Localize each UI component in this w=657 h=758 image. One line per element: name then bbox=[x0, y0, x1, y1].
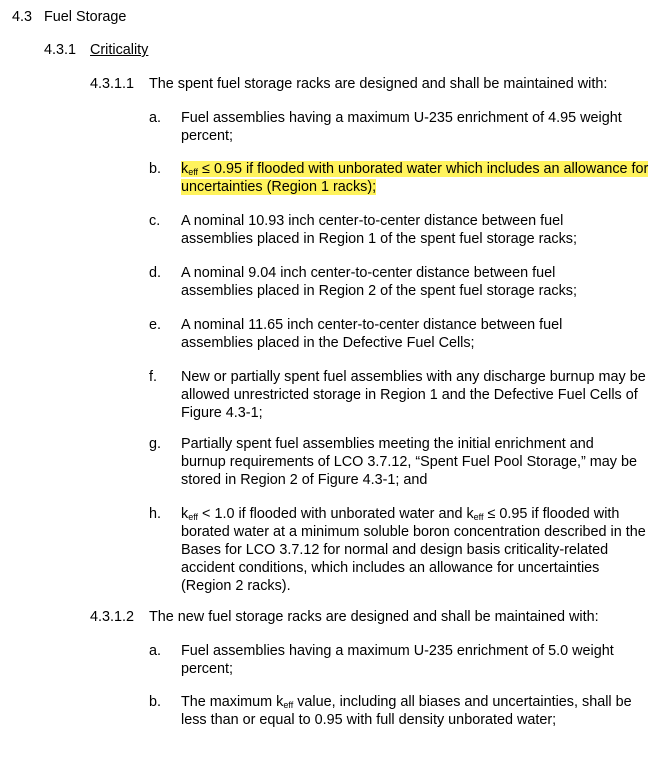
spent-item-b-body: ≤ 0.95 if flooded with unborated water which includes an allowance for uncertainties (Region 1 racks); bbox=[181, 161, 649, 195]
spent-item-d-letter: d. bbox=[149, 265, 162, 281]
section-number: 4.3 bbox=[12, 9, 33, 25]
spent-item-d-text: A nominal 9.04 inch center-to-center distance between fuel assemblies placed in Region 2 of the spent fuel storage racks; bbox=[181, 265, 577, 299]
new-item-b-pre: The maximum bbox=[181, 694, 277, 710]
new-item-b-body: value, including all biases and uncertainties, shall be less than or equal to 0.95 with full density unborated water; bbox=[181, 694, 632, 728]
eff-subscript: eff bbox=[188, 512, 199, 522]
k-symbol: k bbox=[181, 161, 189, 177]
new-item-b-text bbox=[181, 693, 647, 729]
spent-item-c-letter: c. bbox=[149, 213, 161, 229]
spent-item-c-text: A nominal 10.93 inch center-to-center distance between fuel assemblies placed in Region 1 of the spent fuel storage racks; bbox=[181, 213, 577, 247]
spent-racks-number: 4.3.1.1 bbox=[90, 76, 135, 92]
spent-item-a-text: Fuel assemblies having a maximum U-235 enrichment of 4.95 weight percent; bbox=[181, 110, 622, 144]
highlight-mark bbox=[181, 161, 648, 195]
eff-subscript: eff bbox=[283, 700, 294, 710]
new-item-a-text: Fuel assemblies having a maximum U-235 enrichment of 5.0 weight percent; bbox=[181, 643, 614, 677]
spent-item-f-text: New or partially spent fuel assemblies with any discharge burnup may be allowed unrestricted storage in Region 1 and the Defective Fuel Cells of Figure 4.3-1; bbox=[181, 369, 646, 421]
eff-subscript: eff bbox=[188, 167, 199, 177]
spent-item-h-mid: < 1.0 if flooded with unborated water and bbox=[198, 506, 467, 522]
spent-item-e-text: A nominal 11.65 inch center-to-center distance between fuel assemblies placed in the Defective Fuel Cells; bbox=[181, 317, 563, 351]
eff-subscript: eff bbox=[473, 512, 484, 522]
spent-item-h-text bbox=[181, 505, 647, 595]
k-symbol: k bbox=[466, 506, 474, 522]
section-title: Fuel Storage bbox=[44, 9, 127, 25]
new-item-a-letter: a. bbox=[149, 643, 162, 659]
spent-item-g-letter: g. bbox=[149, 436, 162, 452]
spent-item-h-letter: h. bbox=[149, 506, 162, 522]
spent-item-e-letter: e. bbox=[149, 317, 162, 333]
spent-item-f-letter: f. bbox=[149, 369, 157, 385]
subsection-number: 4.3.1 bbox=[44, 42, 77, 58]
spent-racks-intro: The spent fuel storage racks are designed and shall be maintained with: bbox=[149, 76, 608, 92]
new-racks-number: 4.3.1.2 bbox=[90, 609, 135, 625]
spent-item-g-text: Partially spent fuel assemblies meeting the initial enrichment and burnup requirements of LCO 3.7.12, “Spent Fuel Pool Storage,” may be stored in Region 2 of Figure 4.3-1; and bbox=[181, 436, 637, 488]
new-item-b-letter: b. bbox=[149, 694, 162, 710]
spent-item-b-text bbox=[181, 160, 651, 196]
new-racks-intro: The new fuel storage racks are designed and shall be maintained with: bbox=[149, 609, 599, 625]
spent-item-h-body: ≤ 0.95 if flooded with borated water at a minimum soluble boron concentration described in the Bases for LCO 3.7.12 for normal and design basis criticality-related accident conditions, which includes an allowance for uncertainties (Region 2 racks). bbox=[181, 506, 646, 594]
spent-item-a-letter: a. bbox=[149, 110, 162, 126]
k-symbol: k bbox=[276, 694, 284, 710]
k-symbol: k bbox=[181, 506, 189, 522]
subsection-title: Criticality bbox=[90, 42, 149, 58]
spent-item-b-letter: b. bbox=[149, 161, 162, 177]
